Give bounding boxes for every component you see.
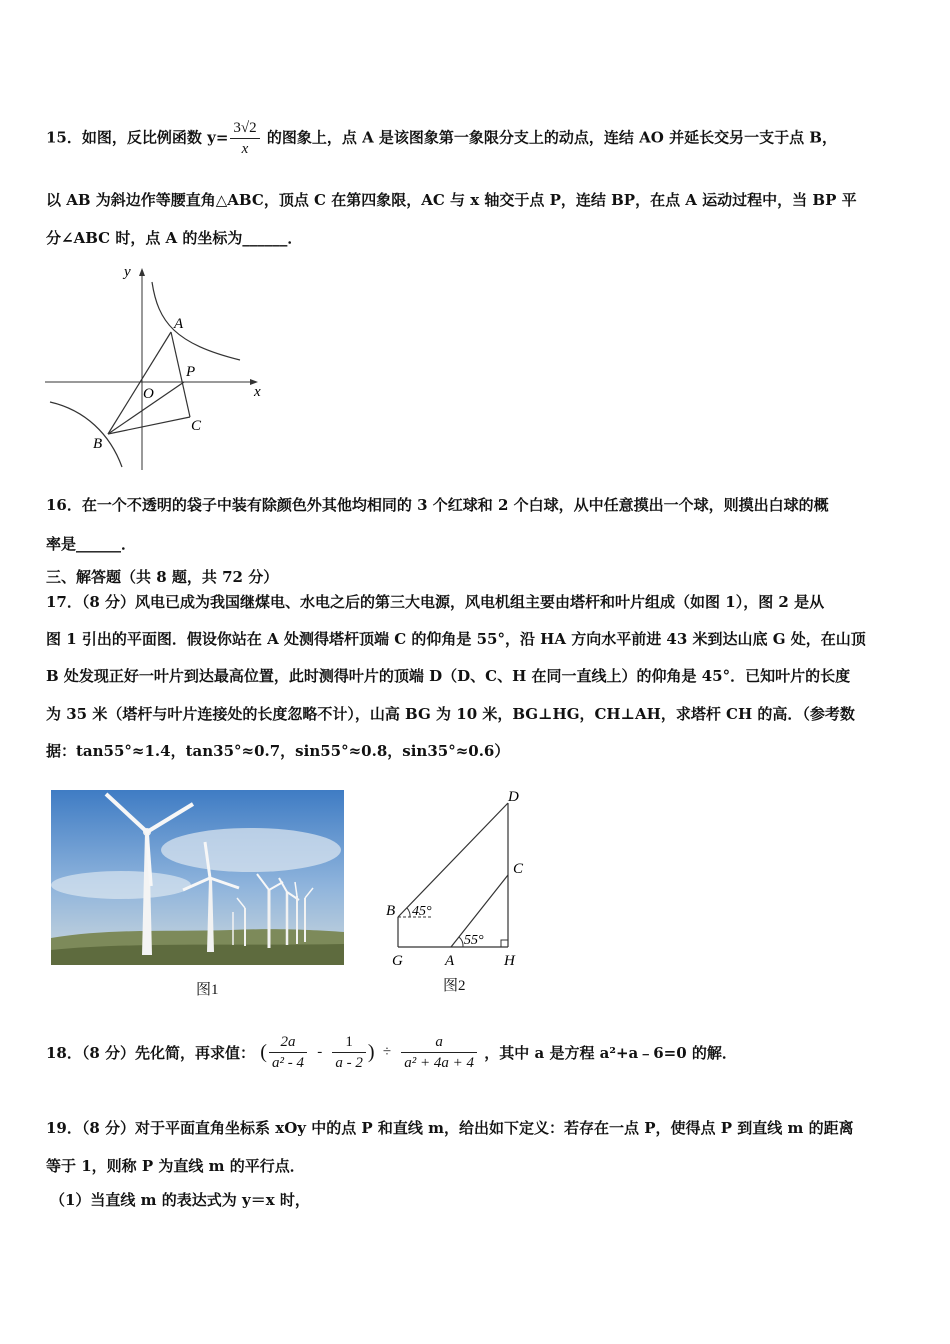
section-heading: 三、解答题（共 8 题，共 72 分） xyxy=(46,568,279,586)
q18-divide: ÷ xyxy=(382,1044,392,1060)
wind-turbine-photo xyxy=(51,790,344,965)
q15-suffix: 的图象上，点 A 是该图象第一象限分支上的动点，连结 AO 并延长交另一支于点 B， xyxy=(261,128,837,147)
q16-line2: 率是______． xyxy=(46,535,137,553)
q18-suffix: ，其中 a 是方程 a²+a﹣6=0 的解． xyxy=(484,1044,737,1062)
q15-line3: 分∠ABC 时，点 A 的坐标为______． xyxy=(46,229,303,247)
figure2-caption: 图2 xyxy=(443,978,466,994)
q18-frac3: $\frac{a}{\text{a² + 4a + 4}}$ xyxy=(401,1032,477,1073)
segment-AB xyxy=(108,332,171,434)
hyperbola-branch-q1 xyxy=(152,282,240,360)
q15-prefix: 15．如图，反比例函数 y= xyxy=(46,128,229,147)
q19-sub1: （1）当直线 m 的表达式为 y＝x 时， xyxy=(50,1191,310,1209)
q15-fraction xyxy=(230,118,259,159)
q17-line1: 17．（8 分）风电已成为我国继煤电、水电之后的第三大电源，风电机组主要由塔杆和叶片组成（如图 1），图 2 是从 xyxy=(46,593,825,611)
q17-line5: 据：tan55°≈1.4，tan35°≈0.7，sin55°≈0.8，sin35°≈0.6） xyxy=(46,742,510,760)
label-y: y xyxy=(124,264,131,280)
q17-figure2 xyxy=(380,785,530,975)
label-P: P xyxy=(186,364,196,380)
right-angle-H xyxy=(501,940,508,947)
label-O: O xyxy=(143,386,154,402)
angle-arc-A xyxy=(459,937,463,947)
q15-frac-den: x xyxy=(241,141,249,157)
q18-line: 18．（8 分）先化简，再求值： ( $\frac{2a}{\text{a² - 4}}$ - $\frac{1}{a - 2}$ ) ÷ $\frac{a}{\text{a² + 4a + 4}}$ ，其中 a 是方程 a²+a﹣6=0 的解． xyxy=(46,1034,737,1071)
q15-line1 xyxy=(46,118,837,159)
y-axis-arrow xyxy=(139,268,145,276)
angle-arc-B xyxy=(407,908,410,917)
q18-frac2: $\frac{1}{a - 2}$ xyxy=(332,1032,366,1073)
label-A: A xyxy=(174,316,184,332)
label-x: x xyxy=(254,384,261,400)
label-D: D xyxy=(508,789,519,805)
q17-line2: 图 1 引出的平面图．假设你站在 A 处测得塔杆顶端 C 的仰角是 55°，沿 HA 方向水平前进 43 米到达山底 G 处，在山顶 xyxy=(46,630,866,648)
label-C: C xyxy=(513,861,524,877)
label-G: G xyxy=(392,953,403,969)
label-45deg: 45° xyxy=(412,904,432,919)
q15-figure xyxy=(40,262,270,477)
q19-line2: 等于 1，则称 P 为直线 m 的平行点． xyxy=(46,1157,305,1175)
label-55deg: 55° xyxy=(464,933,484,948)
q17-line4: 为 35 米（塔杆与叶片连接处的长度忽略不计），山高 BG 为 10 米，BG⊥HG，CH⊥AH，求塔杆 CH 的高．（参考数 xyxy=(46,705,855,723)
label-H: H xyxy=(504,953,515,969)
q15-line2: 以 AB 为斜边作等腰直角△ABC，顶点 C 在第四象限，AC 与 x 轴交于点 P，连结 BP，在点 A 运动过程中，当 BP 平 xyxy=(46,191,857,209)
q15-frac-num: 3√2 xyxy=(230,118,259,139)
q19-line1: 19．（8 分）对于平面直角坐标系 xOy 中的点 P 和直线 m，给出如下定义：若存在一点 P，使得点 P 到直线 m 的距离 xyxy=(46,1119,854,1137)
q18-minus: - xyxy=(317,1044,323,1060)
label-C: C xyxy=(191,418,202,434)
q17-line3: B 处发现正好一叶片到达最高位置，此时测得叶片的顶端 D（D、C、H 在同一直线上）的仰角是 45°．已知叶片的长度 xyxy=(46,667,851,685)
label-A: A xyxy=(445,953,455,969)
q18-frac1: $\frac{2a}{\text{a² - 4}}$ xyxy=(269,1032,307,1073)
figure1-caption: 图1 xyxy=(196,982,219,998)
label-B: B xyxy=(386,903,396,919)
segment-BD xyxy=(398,803,508,917)
label-B: B xyxy=(93,436,103,452)
q16-line1: 16．在一个不透明的袋子中装有除颜色外其他均相同的 3 个红球和 2 个白球，从中任意摸出一个球，则摸出白球的概 xyxy=(46,496,829,514)
hyperbola-branch-q3 xyxy=(50,402,122,467)
q18-prefix: 18．（8 分）先化简，再求值： xyxy=(46,1044,256,1062)
